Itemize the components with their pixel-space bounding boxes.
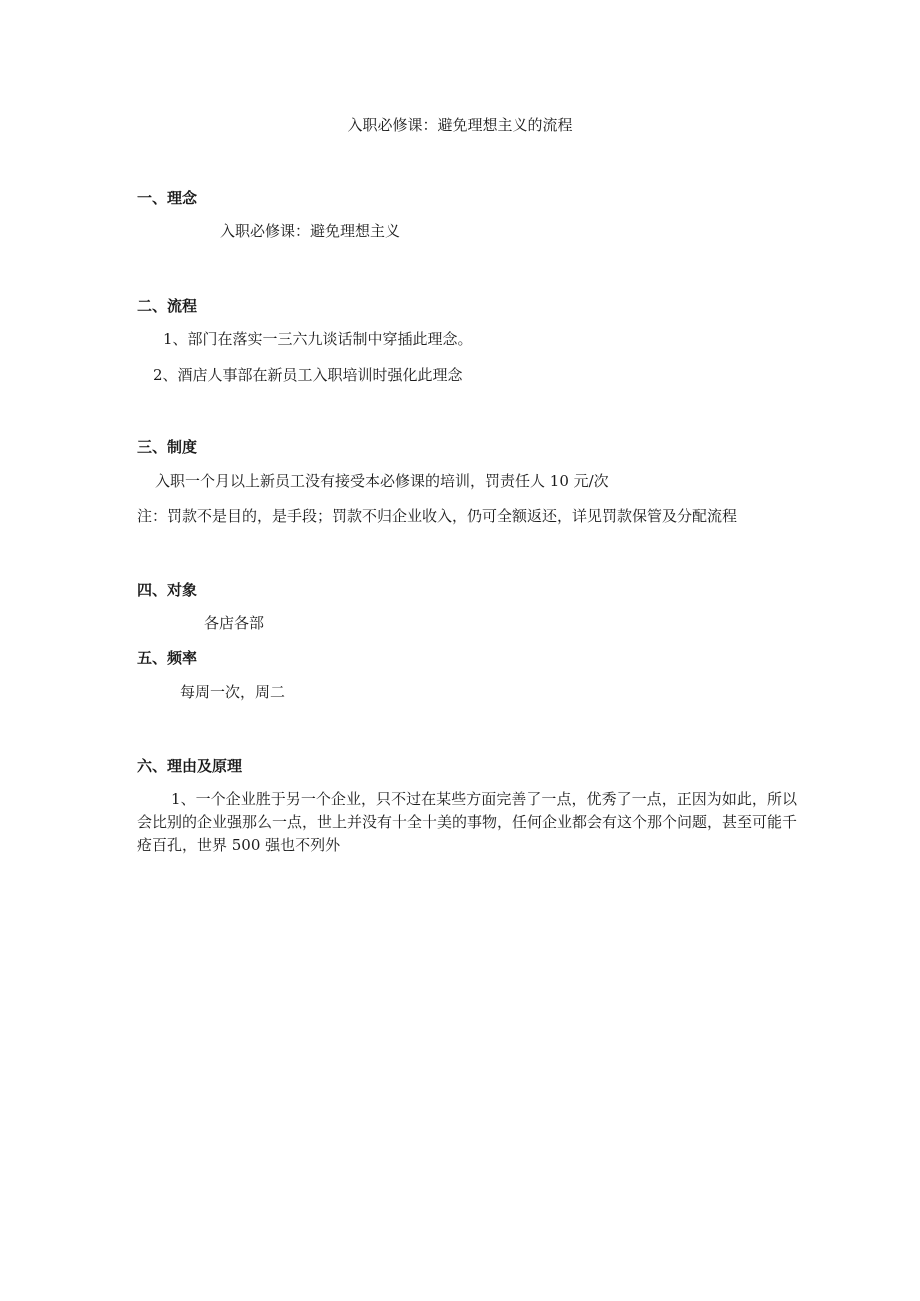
section-note: 注：罚款不是目的，是手段；罚款不归企业收入，仍可全额返还，详见罚款保管及分配流程 [137,507,738,525]
section-heading-frequency: 五、频率 [137,649,198,667]
section-heading-reason: 六、理由及原理 [137,757,243,775]
section-text: 入职必修课：避免理想主义 [220,222,401,240]
section-text: 入职一个月以上新员工没有接受本必修课的培训，罚责任人 10 元/次 [155,472,609,490]
section-text: 每周一次，周二 [180,683,286,701]
section-heading-process: 二、流程 [137,297,198,315]
section-heading-concept: 一、理念 [137,189,198,207]
document-title: 入职必修课：避免理想主义的流程 [347,116,573,134]
section-text: 2、酒店人事部在新员工入职培训时强化此理念 [153,366,463,384]
section-text: 各店各部 [204,614,265,632]
section-heading-target: 四、对象 [137,581,198,599]
section-heading-policy: 三、制度 [137,438,198,456]
section-paragraph: 1、一个企业胜于另一个企业，只不过在某些方面完善了一点，优秀了一点，正因为如此，所以会比别的企业强那么一点，世上并没有十全十美的事物，任何企业都会有这个那个问题，甚至可能千疮百孔，世界 500 强也不列外 [137,790,798,854]
section-text: 1、部门在落实一三六九谈话制中穿插此理念。 [163,330,473,348]
